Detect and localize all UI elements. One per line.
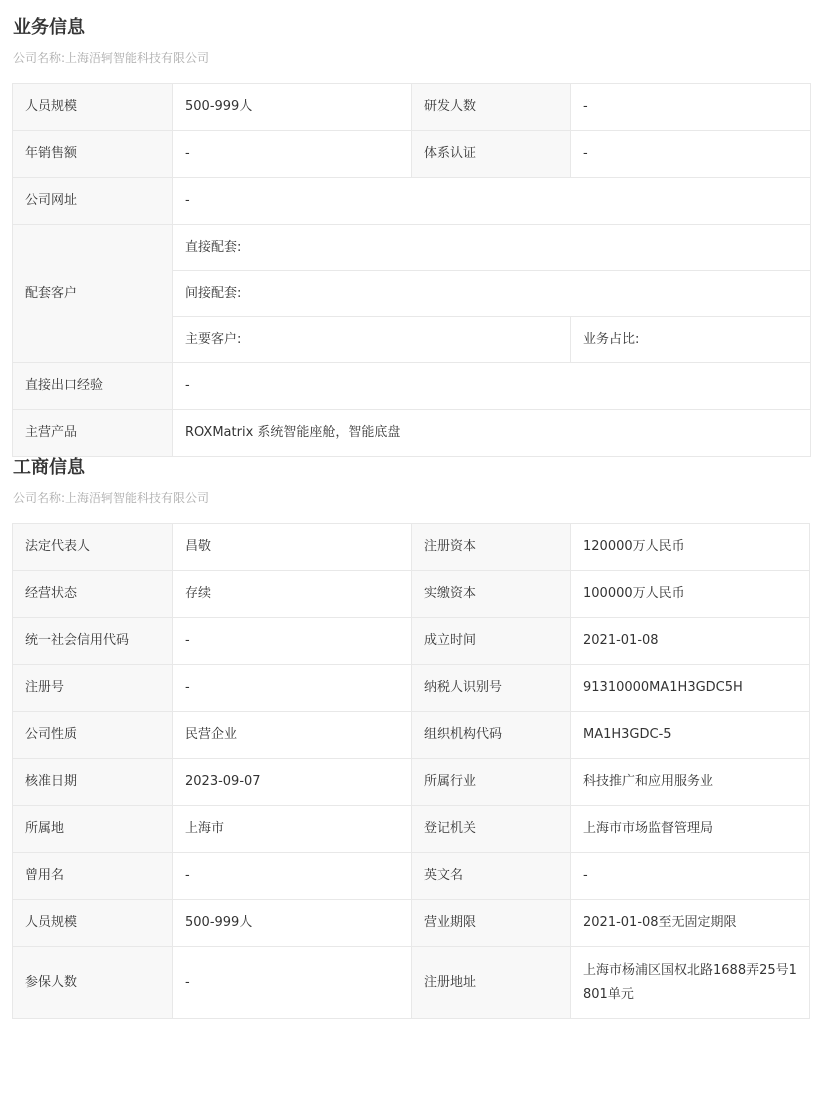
table-row (13, 524, 810, 571)
table-row (13, 712, 810, 759)
row-label-left: 参保人数 (13, 947, 173, 1019)
row-label-left: 公司性质 (13, 712, 173, 759)
row-value-right: 2021-01-08 (571, 618, 810, 665)
row-label-left: 法定代表人 (13, 524, 173, 571)
row-label-left: 曾用名 (13, 853, 173, 900)
row-value-right: 上海市市场监督管理局 (571, 806, 810, 853)
main-product-label: 主营产品 (13, 410, 173, 457)
row-value-right: 2021-01-08至无固定期限 (571, 900, 810, 947)
export-experience-label: 直接出口经验 (13, 363, 173, 410)
row-value-left: 2023-09-07 (173, 759, 412, 806)
row-value-left: 上海市 (173, 806, 412, 853)
row-label-left: 所属地 (13, 806, 173, 853)
business-company-name: 公司名称:上海浯轲智能科技有限公司 (13, 51, 210, 65)
row-label-right: 成立时间 (412, 618, 571, 665)
row-value-right: 91310000MA1H3GDC5H (571, 665, 810, 712)
business-section-title: 业务信息 (13, 17, 85, 38)
annual-sales-value: - (173, 131, 412, 178)
row-value-left: - (173, 618, 412, 665)
row-label-right: 纳税人识别号 (412, 665, 571, 712)
row-value-left: 存续 (173, 571, 412, 618)
table-row (13, 225, 811, 271)
row-label-left: 经营状态 (13, 571, 173, 618)
registry-section-title: 工商信息 (13, 457, 85, 478)
table-row (13, 178, 811, 225)
registry-info-table (12, 523, 810, 1019)
table-row (13, 571, 810, 618)
row-value-right: 100000万人民币 (571, 571, 810, 618)
table-row (13, 131, 811, 178)
table-row (13, 759, 810, 806)
certification-value: - (571, 131, 811, 178)
business-share-label: 业务占比: (571, 317, 811, 363)
main-customer-label: 主要客户: (173, 317, 571, 363)
row-label-right: 注册资本 (412, 524, 571, 571)
row-label-right: 英文名 (412, 853, 571, 900)
row-value-right: - (571, 853, 810, 900)
export-experience-value: - (173, 363, 811, 410)
row-value-left: - (173, 853, 412, 900)
row-label-right: 登记机关 (412, 806, 571, 853)
table-row (13, 853, 810, 900)
row-label-right: 营业期限 (412, 900, 571, 947)
row-label-left: 核准日期 (13, 759, 173, 806)
business-info-table (12, 83, 811, 457)
table-row (13, 900, 810, 947)
row-label-right: 所属行业 (412, 759, 571, 806)
registered-address-value: 上海市杨浦区国权北路1688弄25号1801单元 (571, 947, 810, 1019)
row-value-right: 科技推广和应用服务业 (571, 759, 810, 806)
row-label-right: 注册地址 (412, 947, 571, 1019)
main-product-value: ROXMatrix 系统智能座舱，智能底盘 (173, 410, 811, 457)
row-label-right: 实缴资本 (412, 571, 571, 618)
registry-company-name: 公司名称:上海浯轲智能科技有限公司 (13, 491, 210, 505)
row-value-left: - (173, 665, 412, 712)
customers-label: 配套客户 (13, 225, 173, 363)
table-row (13, 363, 811, 410)
row-value-right: MA1H3GDC-5 (571, 712, 810, 759)
row-label-left: 注册号 (13, 665, 173, 712)
table-row (13, 806, 810, 853)
rd-staff-label: 研发人数 (412, 84, 571, 131)
staff-size-label: 人员规模 (13, 84, 173, 131)
row-label-left: 统一社会信用代码 (13, 618, 173, 665)
row-value-left: 500-999人 (173, 900, 412, 947)
row-value-left: 民营企业 (173, 712, 412, 759)
table-row (13, 665, 810, 712)
row-value-right: 120000万人民币 (571, 524, 810, 571)
row-value-left: - (173, 947, 412, 1019)
website-label: 公司网址 (13, 178, 173, 225)
row-label-left: 人员规模 (13, 900, 173, 947)
table-row (13, 410, 811, 457)
certification-label: 体系认证 (412, 131, 571, 178)
table-row (13, 618, 810, 665)
rd-staff-value: - (571, 84, 811, 131)
row-value-left: 昌敬 (173, 524, 412, 571)
table-row (13, 84, 811, 131)
staff-size-value: 500-999人 (173, 84, 412, 131)
indirect-supply-label: 间接配套: (173, 271, 811, 317)
row-label-right: 组织机构代码 (412, 712, 571, 759)
annual-sales-label: 年销售额 (13, 131, 173, 178)
website-value: - (173, 178, 811, 225)
table-row (13, 947, 810, 1019)
direct-supply-label: 直接配套: (173, 225, 811, 271)
